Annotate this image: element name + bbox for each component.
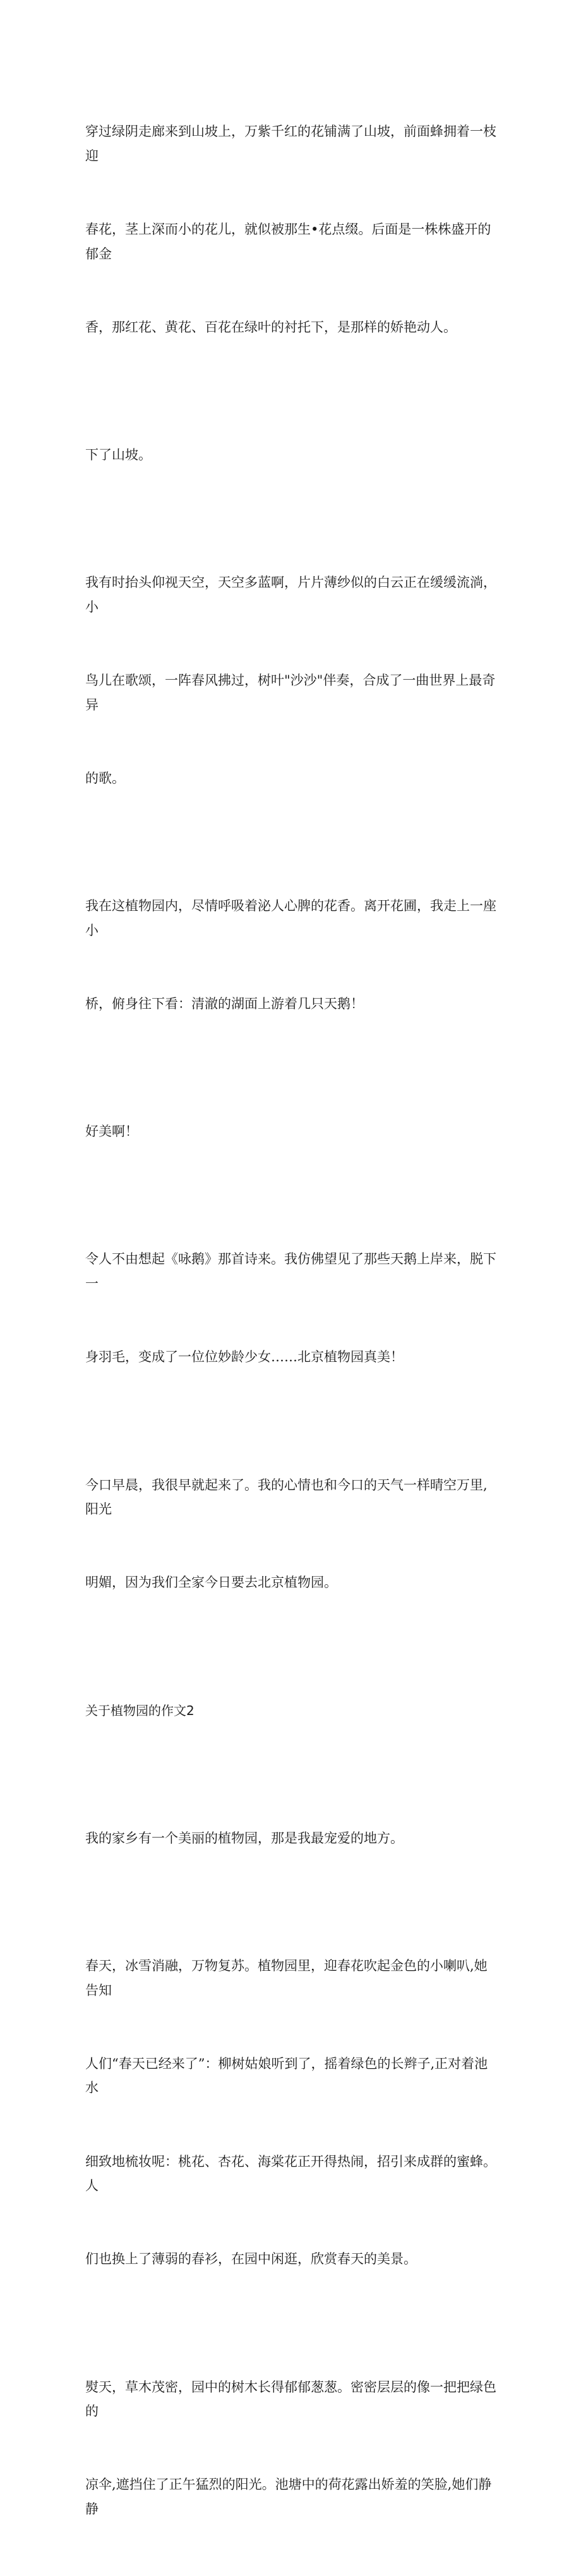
text-line: 令人不由想起《咏鹅》那首诗来。我仿佛望见了那些天鹅上岸来，脱下一: [85, 1251, 496, 1292]
text-line: 春花，茎上深而小的花儿，就似被那生•花点缀。后面是一株株盛开的郁金: [85, 222, 491, 262]
text-line: 我有时抬头仰视天空，天空多蓝啊，片片薄纱似的白云正在缓缓流淌，小: [85, 575, 496, 615]
paragraph-sky: [85, 522, 499, 840]
text-line: 穿过绿阴走廊来到山坡上，万紫千红的花铺满了山坡，前面蜂拥着一枝迎: [85, 124, 496, 164]
text-line: 凉伞,遮挡住了正午猛烈的阳光。池塘中的荷花露出娇羞的笑脸,她们静静: [85, 2477, 492, 2517]
text-line: 香，那红花、黄花、百花在绿叶的衬托下，是那样的娇艳动人。: [85, 320, 457, 335]
text-line: 我在这植物园内，尽情呼吸着泌人心脾的花香。离开花圃，我走上一座小: [85, 898, 496, 938]
paragraph-summer: [85, 2326, 499, 2570]
text-line: 人们“春天已经来了”：柳树姑娘听到了，摇着绿色的长辫子,正对着池水: [85, 2055, 488, 2096]
text-line: 下了山坡。: [85, 447, 152, 463]
text-line: 们也换上了薄弱的春衫，在园中闲逛，欣赏春天的美景。: [85, 2251, 417, 2267]
text-line: 熨天，草木茂密，园中的树木长得郁郁葱葱。密密层层的像一把把绿色的: [85, 2379, 496, 2419]
article-body: [85, 71, 499, 2576]
text-line: 好美啊！: [85, 1124, 138, 1140]
paragraph-poem: [85, 1198, 499, 1418]
text-line: 我的家乡有一个美丽的植物园，那是我最宠爱的地方。: [85, 1830, 404, 1846]
paragraph-bridge: [85, 845, 499, 1065]
text-line: 桥，俯身往下看：清澈的湖面上游着几只天鹅！: [85, 996, 364, 1012]
text-line: 鸟儿在歌颂，一阵春风拂过，树叶"沙沙"伴奏，合成了一曲世界上最奇异: [85, 673, 496, 713]
paragraph-hometown: [85, 1777, 499, 1899]
paragraph-spring: [85, 1905, 499, 2321]
paragraph-morning: [85, 1424, 499, 1644]
text-line: 今口早晨，我很早就起来了。我的心情也和今口的天气一样晴空万里,阳光: [85, 1477, 488, 1517]
heading-text: 关于植物园的作文2: [85, 1702, 195, 1718]
paragraph-exclaim: [85, 1071, 499, 1193]
text-line: 明媚，因为我们全家今日要去北京植物园。: [85, 1575, 337, 1591]
paragraph-down-hill: [85, 394, 499, 517]
paragraph-hillside: [85, 71, 499, 388]
text-line: 身羽毛，变成了一位位妙龄少女……北京植物园真美！: [85, 1349, 404, 1365]
text-line: 细致地梳妆呢：桃花、杏花、海棠花正开得热闹，招引来成群的蜜蜂。人: [85, 2153, 496, 2194]
text-line: 春天，冰雪消融，万物复苏。植物园里，迎春花吹起金色的小喇叭,她告知: [85, 1958, 488, 1998]
section-heading: [85, 1649, 499, 1772]
text-line: 的歌。: [85, 771, 125, 786]
